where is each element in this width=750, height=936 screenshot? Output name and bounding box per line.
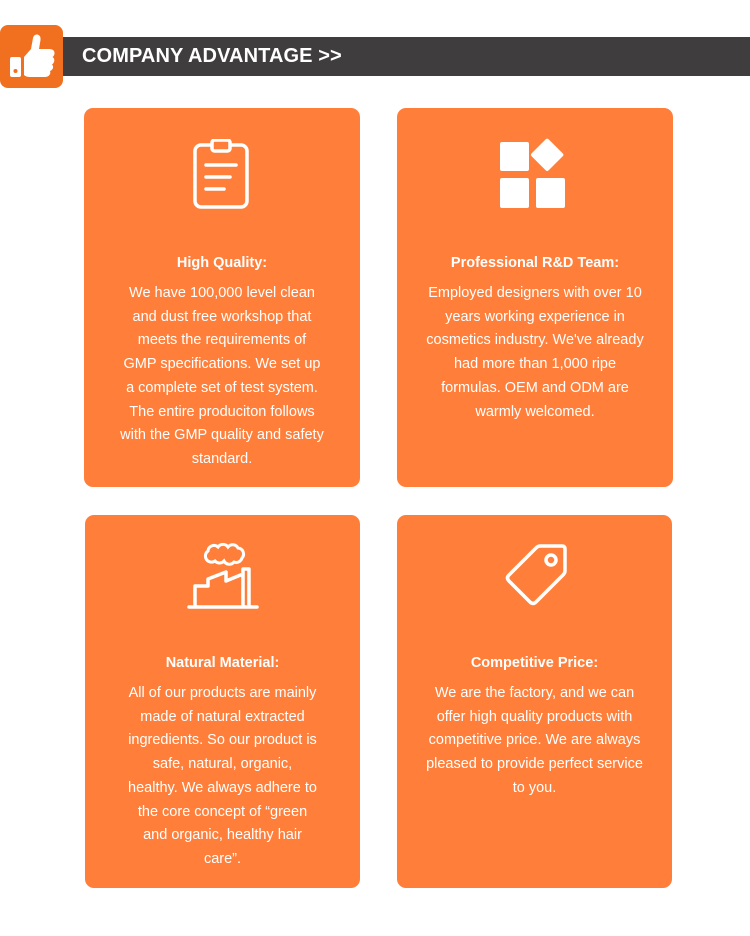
- advantage-card-rnd: [397, 108, 673, 487]
- thumbs-up-icon: [0, 25, 63, 88]
- section-title: COMPANY ADVANTAGE >>: [82, 45, 342, 67]
- card-description: We have 100,000 level clean and dust free workshop that meets the requirements of GMP specifications. We set up a complete set of test system. The entire produciton follows with the GMP quality and safety standard.: [120, 285, 324, 467]
- card-description: We are the factory, and we can offer high quality products with competitive price. We are always pleased to provide perfect service to you.: [426, 685, 643, 796]
- card-description: Employed designers with over 10 years working experience in cosmetics industry. We've already had more than 1,000 ripe formulas. OEM and ODM are warmly welcomed.: [426, 285, 644, 420]
- advantage-card-price: [397, 515, 672, 888]
- blocks-icon: [497, 138, 573, 212]
- card-description: All of our products are mainly made of natural extracted ingredients. So our product is safe, natural, organic, healthy. We always adhere to the core concept of “green and organic, healthy hair care”.: [128, 685, 317, 867]
- card-title: High Quality:: [176, 255, 268, 271]
- header-badge: [0, 25, 63, 88]
- factory-icon: [186, 539, 260, 611]
- card-title: Professional R&D Team:: [450, 255, 620, 271]
- advantage-card-quality: [84, 108, 360, 487]
- section-header-bar: [30, 37, 750, 76]
- card-title: Competitive Price:: [470, 655, 599, 671]
- price-tag-icon: [500, 541, 570, 609]
- card-title: Natural Material:: [165, 655, 280, 671]
- clipboard-icon: [187, 139, 257, 211]
- advantage-card-natural: [85, 515, 360, 888]
